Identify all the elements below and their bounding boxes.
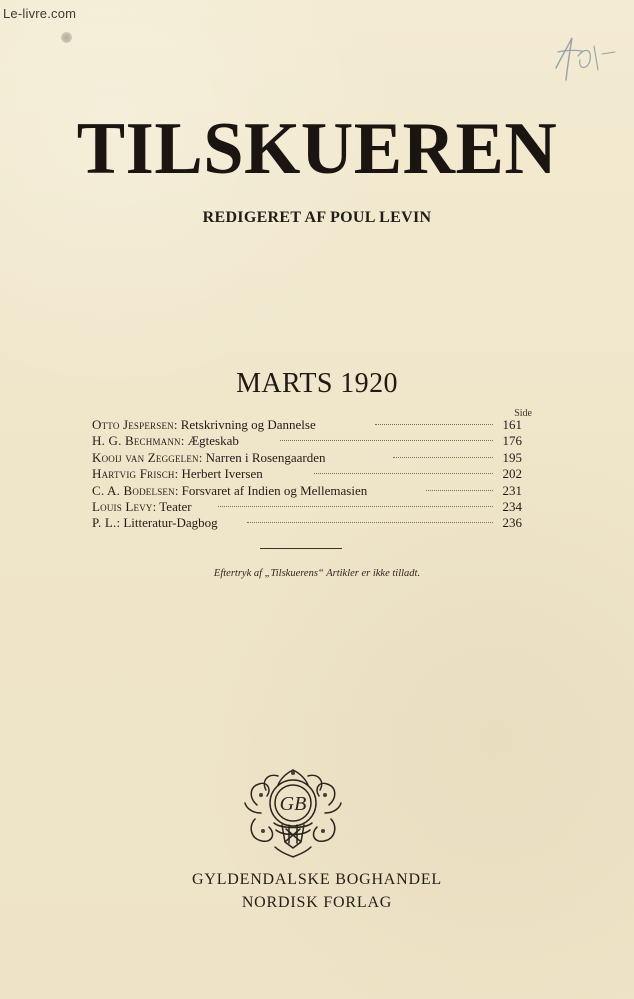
publisher-emblem-icon — [241, 763, 345, 859]
toc-author: P. L. — [92, 515, 117, 531]
issue-date: MARTS 1920 — [236, 368, 398, 399]
page-column-label: Side — [514, 408, 532, 419]
toc-row — [92, 515, 522, 531]
toc-entry-left — [92, 499, 192, 515]
toc-row — [92, 499, 522, 515]
toc-entry-left — [92, 483, 367, 499]
paper-stain — [61, 32, 72, 43]
toc-author: Hartvig Frisch — [92, 466, 175, 482]
toc-author: Otto Jespersen — [92, 417, 174, 432]
section-divider — [260, 548, 342, 549]
handwritten-mark-icon — [550, 28, 620, 88]
watermark-text: Le-livre.com — [3, 6, 77, 21]
toc-title: : Herbert Iversen — [174, 466, 263, 482]
toc-row — [92, 433, 522, 449]
toc-page-number: 236 — [502, 515, 522, 531]
copyright-notice: Eftertryk af „Tilskuerens“ Artikler er ikke tilladt. — [213, 568, 421, 579]
dot-leader — [218, 506, 493, 508]
dot-leader — [375, 424, 493, 426]
toc-row — [92, 466, 522, 482]
toc-page-number: 234 — [502, 498, 522, 514]
toc-title: : Forsvaret af Indien og Mellemasien — [174, 482, 368, 498]
toc-entry-left — [92, 466, 263, 482]
magazine-title: TILSKUEREN — [76, 108, 558, 190]
toc-entry-left — [92, 450, 325, 466]
toc-row — [92, 417, 522, 433]
toc-title: : Litteratur-Dagbog — [116, 515, 218, 531]
toc-page-number: 195 — [502, 449, 522, 465]
toc-page-number: 202 — [502, 466, 522, 482]
toc-author: Kooij van Zeggelen — [92, 449, 199, 465]
editor-subtitle: REDIGERET AF POUL LEVIN — [202, 209, 432, 226]
publisher-subtitle: NORDISK FORLAG — [241, 894, 393, 911]
dot-leader — [426, 490, 493, 492]
emblem-monogram: GB — [279, 793, 307, 815]
toc-row — [92, 483, 522, 499]
dot-leader — [314, 473, 493, 475]
toc-author: Louis Levy — [92, 498, 153, 514]
toc-title: : Narren i Rosengaarden — [198, 449, 326, 465]
toc-entry-left — [92, 417, 316, 433]
toc-page-number: 231 — [502, 482, 522, 498]
toc-page-number: 161 — [502, 417, 522, 432]
toc-author: C. A. Bodelsen — [92, 482, 175, 498]
toc-author: H. G. Bechmann — [92, 433, 181, 449]
toc-title: : Teater — [152, 498, 192, 514]
dot-leader — [280, 440, 493, 442]
toc-page-number: 176 — [502, 433, 522, 449]
toc-title: : Ægteskab — [180, 433, 239, 449]
publisher-name: GYLDENDALSKE BOGHANDEL — [191, 871, 443, 888]
toc-row — [92, 450, 522, 466]
dot-leader — [393, 457, 493, 459]
dot-leader — [247, 522, 493, 524]
table-of-contents — [92, 417, 522, 532]
toc-entry-left — [92, 515, 218, 531]
toc-entry-left — [92, 433, 239, 449]
toc-title: : Retskrivning og Dannelse — [173, 417, 316, 432]
